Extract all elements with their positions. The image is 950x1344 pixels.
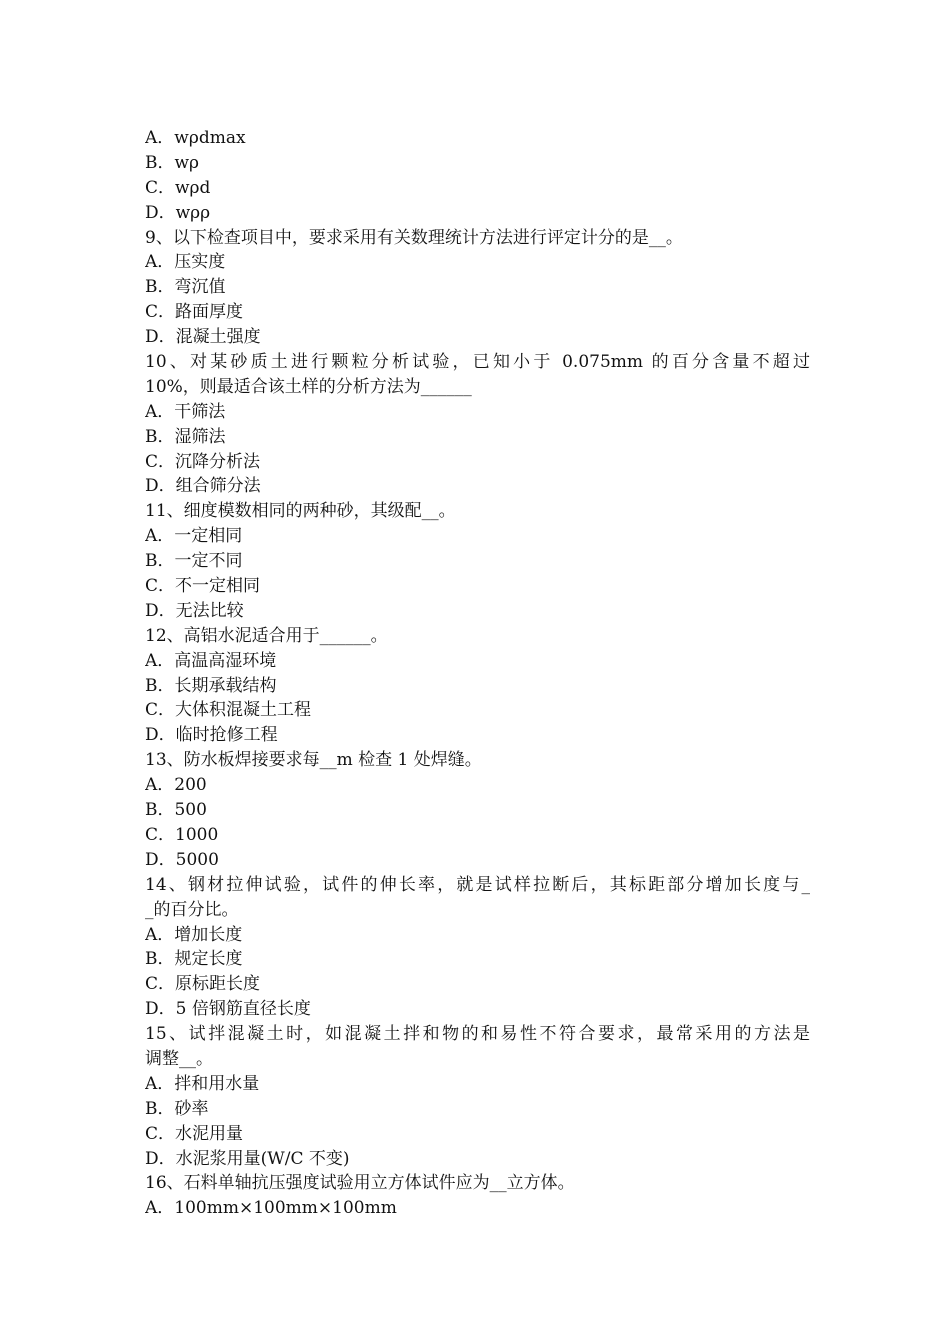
option-line: D．组合筛分法 — [145, 476, 261, 497]
option-line: D．5000 — [145, 849, 219, 870]
option-line: C．路面厚度 — [145, 302, 244, 323]
option-line: D．水泥浆用量(W/C 不变) — [145, 1148, 350, 1169]
question-9: 9、以下检查项目中，要求采用有关数理统计方法进行评定计分的是__。 — [145, 227, 683, 248]
option-line: A．高温高湿环境 — [145, 650, 277, 671]
option-line: A．干筛法 — [145, 401, 226, 422]
question-10-continued: 10%，则最适合该土样的分析方法为______ — [145, 376, 472, 397]
question-15-continued: 调整__。 — [145, 1048, 213, 1069]
question-13: 13、防水板焊接要求每__m 检查 1 处焊缝。 — [145, 750, 482, 771]
option-line: B．长期承载结构 — [145, 675, 277, 696]
option-line: B．一定不同 — [145, 551, 243, 572]
option-line: C．大体积混凝土工程 — [145, 700, 312, 721]
option-line: A．wρdmax — [145, 128, 246, 148]
option-line: D．5 倍钢筋直径长度 — [145, 999, 311, 1020]
question-16: 16、石料单轴抗压强度试验用立方体试件应为__立方体。 — [145, 1173, 575, 1194]
option-line: D．wρρ — [145, 202, 211, 223]
option-line: D．临时抢修工程 — [145, 725, 278, 746]
option-line: C．wρd — [145, 177, 211, 198]
option-line: A．增加长度 — [145, 924, 243, 945]
option-line: B．弯沉值 — [145, 277, 226, 298]
option-line: A．压实度 — [145, 252, 226, 273]
document-body — [145, 126, 810, 1221]
option-line: B．wρ — [145, 152, 200, 173]
question-14-continued: _的百分比。 — [145, 899, 239, 920]
option-line: C．不一定相同 — [145, 576, 261, 597]
option-line: B．规定长度 — [145, 949, 243, 970]
question-11: 11、细度模数相同的两种砂，其级配__。 — [145, 501, 456, 522]
option-line: B．湿筛法 — [145, 426, 226, 447]
option-line: D．混凝土强度 — [145, 327, 261, 348]
question-14: 14、钢材拉伸试验，试件的伸长率，就是试样拉断后，其标距部分增加长度与_ — [145, 874, 810, 895]
option-line: B．500 — [145, 800, 207, 821]
question-12: 12、高铝水泥适合用于______。 — [145, 625, 388, 646]
option-line: C．水泥用量 — [145, 1123, 244, 1144]
option-line: C．沉降分析法 — [145, 451, 261, 472]
option-line: C．1000 — [145, 824, 219, 845]
option-line: D．无法比较 — [145, 600, 244, 621]
option-line: A．200 — [145, 775, 207, 796]
option-line: B．砂率 — [145, 1098, 209, 1119]
option-line: C．原标距长度 — [145, 974, 261, 995]
question-15: 15、试拌混凝土时，如混凝土拌和物的和易性不符合要求，最常采用的方法是 — [145, 1024, 810, 1045]
question-10: 10、对某砂质土进行颗粒分析试验，已知小于 0.075mm 的百分含量不超过 — [145, 352, 810, 373]
option-line: A．100mm×100mm×100mm — [145, 1198, 397, 1219]
option-line: A．一定相同 — [145, 526, 243, 547]
option-line: A．拌和用水量 — [145, 1073, 260, 1094]
